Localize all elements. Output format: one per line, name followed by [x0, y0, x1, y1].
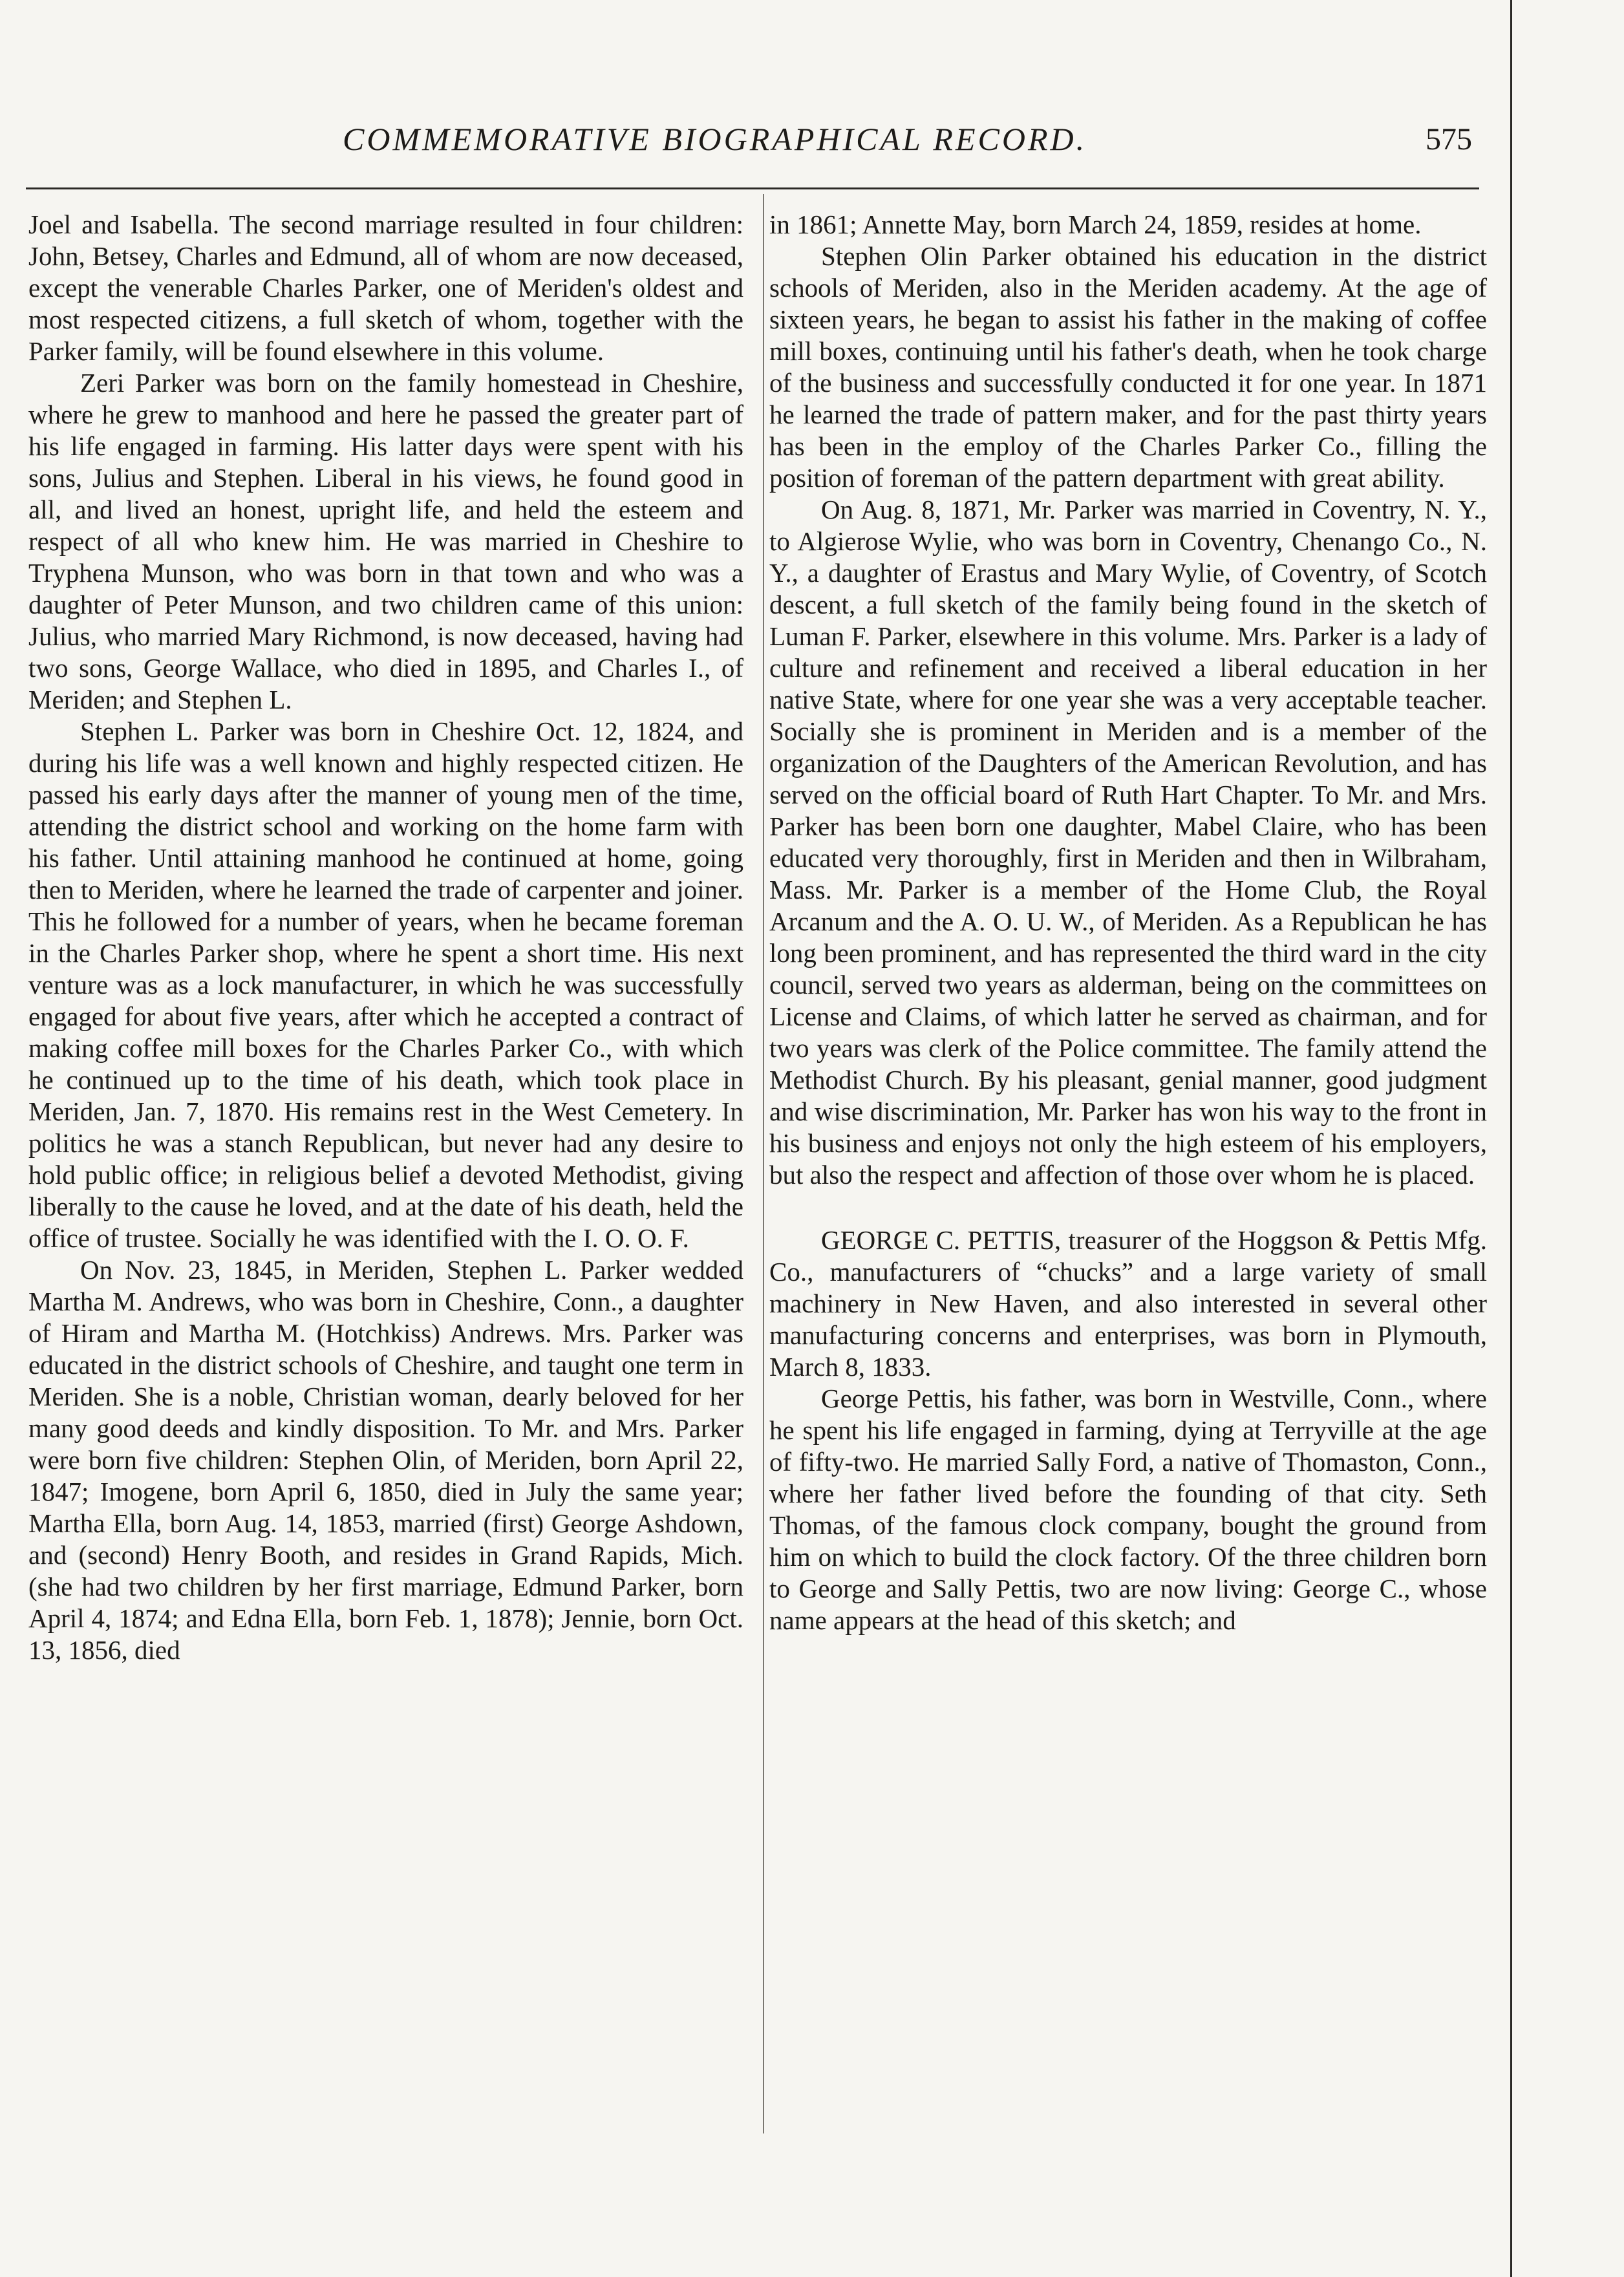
page-edge-rule — [1510, 0, 1512, 2277]
right-column — [769, 209, 1487, 1636]
page-number: 575 — [1426, 122, 1472, 156]
paragraph: Zeri Parker was born on the family homestead in Cheshire, where he grew to manhood and here he passed the greater part of his life engaged in farming. His latter days were spent with his sons, Julius and Stephen. Liberal in his views, he found good in all, and lived an honest, upright life, and held the esteem and respect of all who knew him. He was married in Cheshire to Tryphena Munson, who was born in that town and who was a daughter of Peter Munson, and two children came of this union: Julius, who married Mary Richmond, is now deceased, having had two sons, George Wallace, who died in 1895, and Charles I., of Meriden; and Stephen L. — [28, 368, 743, 714]
paragraph: On Nov. 23, 1845, in Meriden, Stephen L. Parker wedded Martha M. Andrews, who was born in Cheshire, Conn., a daughter of Hiram and Martha M. (Hotchkiss) Andrews. Mrs. Parker was educated in the district schools of Cheshire, and taught one term in Meriden. She is a noble, Christian woman, dearly beloved for her many good deeds and kindly disposition. To Mr. and Mrs. Parker were born five children: Stephen Olin, of Meriden, born April 22, 1847; Imogene, born April 6, 1850, died in July the same year; Martha Ella, born Aug. 14, 1853, married (first) George Ashdown, and (second) Henry Booth, and resides in Grand Rapids, Mich. (she had two children by her first marriage, Edmund Parker, born April 4, 1874; and Edna Ella, born Feb. 1, 1878); Jennie, born Oct. 13, 1856, died — [28, 1255, 743, 1665]
paragraph: Stephen L. Parker was born in Cheshire Oct. 12, 1824, and during his life was a well known and highly respected citizen. He passed his early days after the manner of young men of the time, attending the district school and working on the home farm with his father. Until attaining manhood he continued at home, going then to Meriden, where he learned the trade of carpenter and joiner. This he followed for a number of years, when he became foreman in the Charles Parker shop, where he spent a short time. His next venture was as a lock manufacturer, in which he was successfully engaged for about five years, after which he accepted a contract of making coffee mill boxes for the Charles Parker Co., with which he continued up to the time of his death, which took place in Meriden, Jan. 7, 1870. His remains rest in the West Cemetery. In politics he was a stanch Republican, but never had any desire to hold public office; in religious belief a devoted Methodist, giving liberally to the cause he loved, and at the date of his death, held the office of trustee. Socially he was identified with the I. O. O. F. — [28, 716, 743, 1253]
biography-heading-paragraph: GEORGE C. PETTIS, treasurer of the Hoggson & Pettis Mfg. Co., manufacturers of “chucks” and a large variety of small machinery in New Haven, and also interested in several other manufacturing concerns and enterprises, was born in Plymouth, March 8, 1833. — [769, 1225, 1487, 1382]
paragraph: George Pettis, his father, was born in Westville, Conn., where he spent his life engaged in farming, dying at Terryville at the age of fifty-two. He married Sally Ford, a native of Thomaston, Conn., where her father lived before the founding of that city. Seth Thomas, of the famous clock company, bought the ground from him on which to build the clock factory. Of the three children born to George and Sally Pettis, two are now living: George C., whose name appears at the head of this sketch; and — [769, 1384, 1487, 1635]
running-title: COMMEMORATIVE BIOGRAPHICAL RECORD. — [343, 121, 1087, 157]
paragraph: Stephen Olin Parker obtained his education in the district schools of Meriden, also in the Meriden academy. At the age of sixteen years, he began to assist his father in the making of coffee mill boxes, continuing until his father's death, when he took charge of the business and successfully conducted it for one year. In 1871 he learned the trade of pattern maker, and for the past thirty years has been in the employ of the Charles Parker Co., filling the position of foreman of the pattern department with great ability. — [769, 241, 1487, 493]
paragraph: in 1861; Annette May, born March 24, 1859, resides at home. — [769, 209, 1422, 239]
page-header — [26, 120, 1487, 166]
paragraph: On Aug. 8, 1871, Mr. Parker was married in Coventry, N. Y., to Algierose Wylie, who was born in Coventry, Chenango Co., N. Y., a daughter of Erastus and Mary Wylie, of Coventry, of Scotch descent, a full sketch of the family being found in the sketch of Luman F. Parker, elsewhere in this volume. Mrs. Parker is a lady of culture and refinement and received a liberal education in her native State, where for one year she was a very acceptable teacher. Socially she is prominent in Meriden and is a member of the organization of the Daughters of the American Revolution, and has served on the official board of Ruth Hart Chapter. To Mr. and Mrs. Parker has been born one daughter, Mabel Claire, who has been educated very thoroughly, first in Meriden and then in Wilbraham, Mass. Mr. Parker is a member of the Home Club, the Royal Arcanum and the A. O. U. W., of Meriden. As a Republican he has long been prominent, and has represented the third ward in the city council, served two years as alderman, being on the committees on License and Claims, of which latter he served as chairman, and for two years was clerk of the Police committee. The family attend the Methodist Church. By his pleasant, genial manner, good judgment and wise discrimination, Mr. Parker has won his way to the front in his business and enjoys not only the high esteem of his employers, but also the respect and affection of those over whom he is placed. — [769, 495, 1487, 1190]
header-rule — [26, 187, 1479, 189]
paragraph: Joel and Isabella. The second marriage resulted in four children: John, Betsey, Charles and Edmund, all of whom are now deceased, except the venerable Charles Parker, one of Meriden's oldest and most respected citizens, a full sketch of whom, together with the Parker family, will be found elsewhere in this volume. — [28, 209, 743, 366]
column-divider — [763, 194, 764, 2133]
left-column — [28, 209, 743, 1666]
